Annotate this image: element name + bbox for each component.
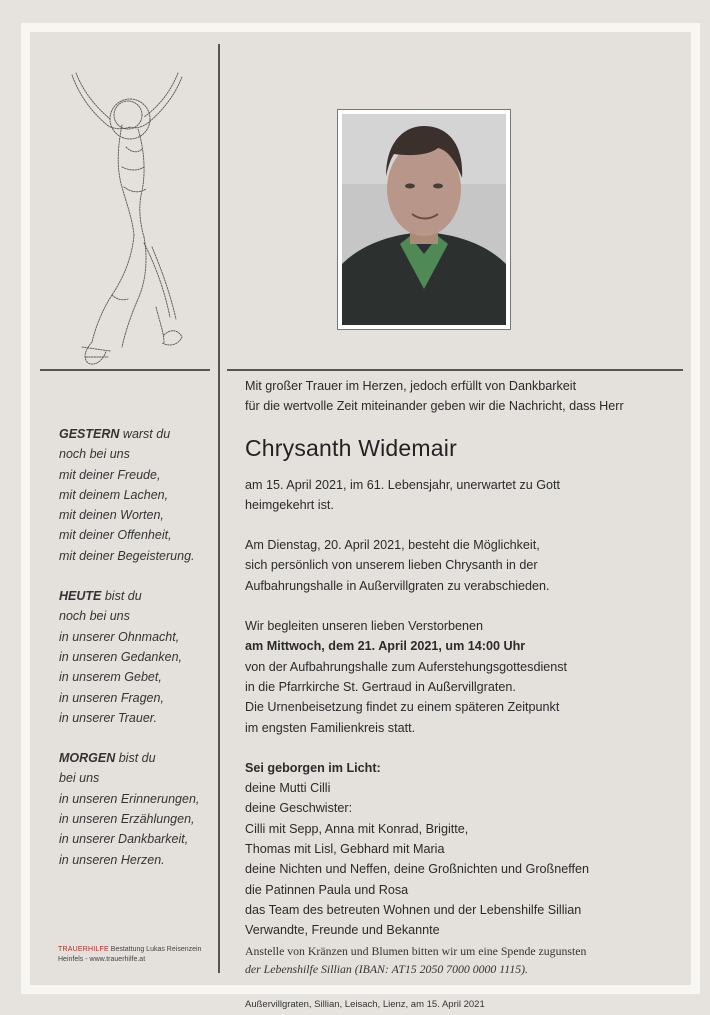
poem-line: in unseren Erinnerungen,: [59, 791, 200, 806]
undertaker-credit: TRAUERHILFE Bestattung Lukas Reisenzein Heinfels - www.trauerhilfe.at: [58, 946, 202, 963]
poem-line: in unserer Trauer.: [59, 710, 157, 725]
poem-line: in unseren Fragen,: [59, 690, 164, 705]
portrait-photo-frame: [337, 109, 511, 330]
poem-line: mit deiner Offenheit,: [59, 528, 172, 543]
poem-line: bei uns: [59, 771, 100, 786]
family-heading: Sei geborgen im Licht:: [245, 760, 381, 775]
poem-line: noch bei uns: [59, 609, 130, 624]
poem-line: HEUTE bist du: [59, 589, 142, 604]
horizontal-divider-left: [40, 369, 210, 371]
deceased-name: Chrysanth Widemair: [245, 434, 457, 461]
obituary-card: [21, 23, 700, 1010]
poem-line: mit deinem Lachen,: [59, 487, 169, 502]
poem-line: mit deinen Worten,: [59, 508, 164, 523]
place-date: Außervillgraten, Sillian, Leisach, Lienz, am 15. April 2021: [245, 998, 485, 1010]
brand-hilfe: HILFE: [87, 946, 109, 953]
crucifix-sketch-icon: [52, 67, 202, 367]
poem-line: in unserer Dankbarkeit,: [59, 832, 189, 847]
poem-line: in unserer Ohnmacht,: [59, 629, 180, 644]
poem-keyword-gestern: GESTERN: [59, 427, 120, 441]
portrait-photo: [342, 114, 506, 325]
donation-note: Anstelle von Kränzen und Blumen bitten wir um eine Spende zugunsten: [245, 943, 587, 958]
poem-line: MORGEN bist du: [59, 751, 156, 766]
poem-line: GESTERN warst du: [59, 427, 171, 441]
obituary-text: Mit großer Trauer im Herzen, jedoch erfüllt von Dankbarkeit für die wertvolle Zeit miteinander geben wir die Nachricht, dass Herr Chrysanth Widemair am 15. April 2021, im 61. Lebensjahr, unerwartet zu Gott heimgekehrt ist. Am Dienstag, 20. April 2021, besteht die Möglichkeit, sich persönlich von unserem lieben Chrysanth in der Aufbahrungshalle in Außervillgraten zu verabschieden. Wir begleiten unseren lieben Verstorbenen am Mittwoch, dem 21. April 2021, um 14:00 Uhr von der Aufbahrungshalle zum Auferstehungsgottesdienst in die Pfarrkirche St. Gertraud in Außervillgraten. Die Urnenbeisetzung findet zu einem späteren Zeitpunkt im engsten Familienkreis statt. Sei geborgen im Licht: deine Mutti Cilli deine Geschwister: Cilli mit Sepp, Anna mit Konrad, Brigitte, Thomas mit Lisl, Gebhard mit Maria deine Nichten und Neffen, deine Großnichten und Großneffen die Patinnen Paula und Rosa das Team des betreuten Wohnen und der Lebenshilfe Sillian Verwandte, Freunde und Bekannte Anstelle von Kränzen und Blumen bitten wir um eine Spende zugunsten der Lebenshilfe Sillian (IBAN: AT15 2050 7000 0000 1115). Außervillgraten, Sillian, Leisach, Lienz, am 15. April 2021: [245, 376, 685, 1015]
brand-trauer: TRAUER: [58, 946, 88, 953]
poem-line: mit deiner Begeisterung.: [59, 548, 195, 563]
poem-line: in unseren Gedanken,: [59, 649, 183, 664]
poem-keyword-heute: HEUTE: [59, 589, 102, 604]
poem: [59, 424, 219, 870]
poem-line: noch bei uns: [59, 447, 130, 462]
poem-keyword-morgen: MORGEN: [59, 751, 116, 766]
poem-line: in unseren Herzen.: [59, 852, 165, 867]
donation-iban: der Lebenshilfe Sillian (IBAN: AT15 2050 7000 0000 1115).: [245, 961, 528, 976]
poem-line: in unseren Erzählungen,: [59, 812, 195, 827]
horizontal-divider-right: [227, 369, 683, 371]
poem-line: mit deiner Freude,: [59, 467, 161, 482]
funeral-date: am Mittwoch, dem 21. April 2021, um 14:00 Uhr: [245, 639, 526, 654]
poem-line: in unserem Gebet,: [59, 670, 162, 685]
